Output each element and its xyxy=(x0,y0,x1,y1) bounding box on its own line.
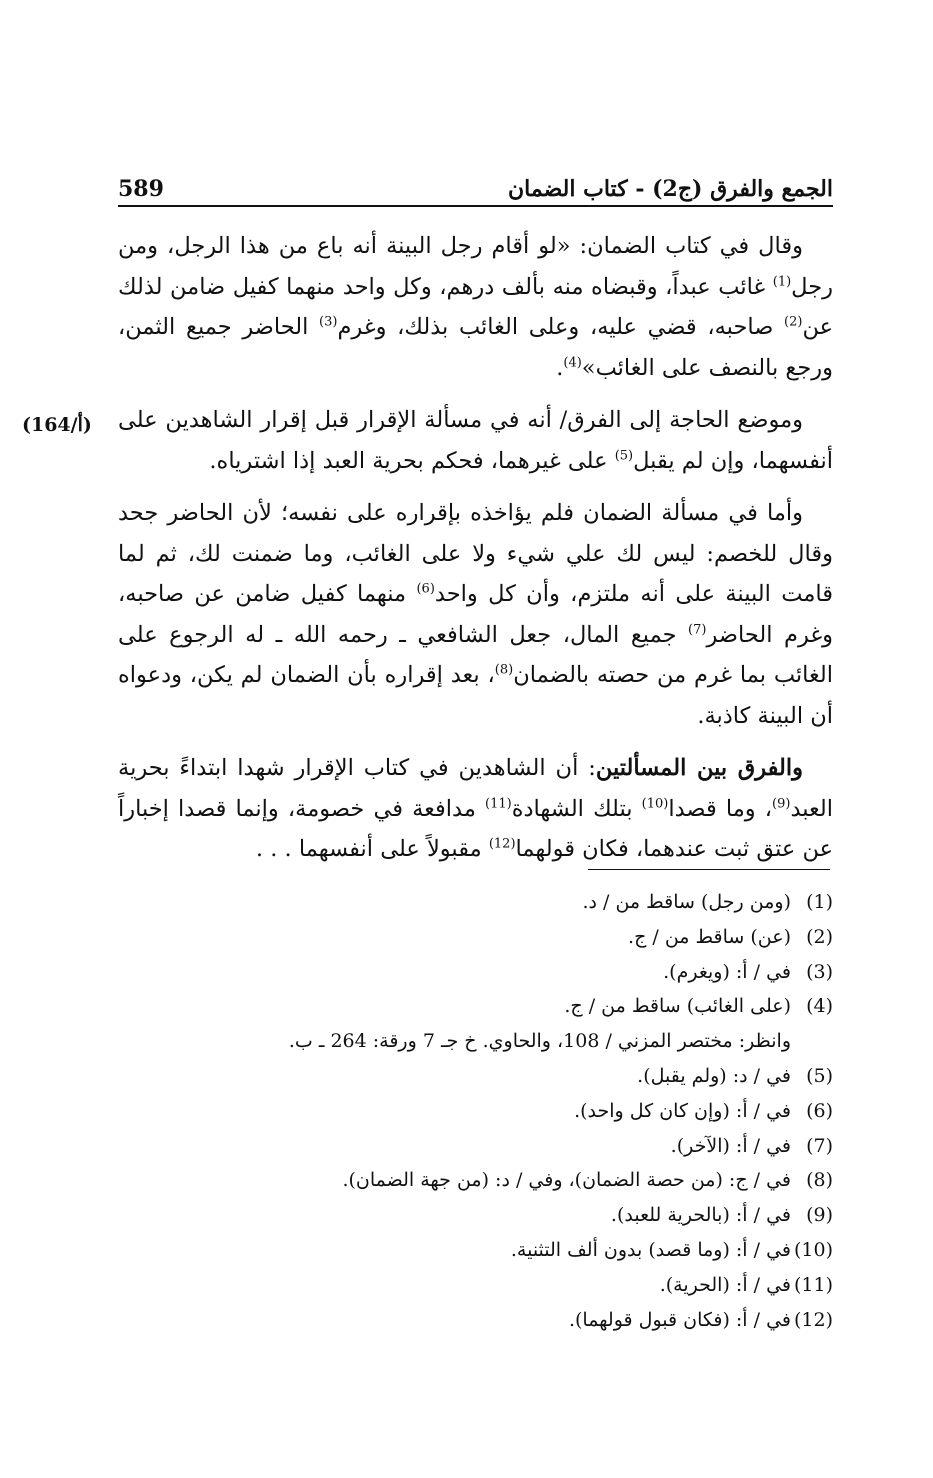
paragraph xyxy=(118,226,833,388)
footnote-item xyxy=(118,1163,833,1198)
footnote-item xyxy=(118,885,833,920)
footnote-text: في / ج: (من حصة الضمان)، وفي / د: (من جهة الضمان). xyxy=(342,1169,791,1192)
footnote-item xyxy=(118,1059,833,1094)
footnote-text: (ومن رجل) ساقط من / د. xyxy=(582,891,791,913)
footnote-item xyxy=(118,1233,833,1268)
footnote-number: (10) xyxy=(793,1238,833,1261)
text-segment: ، وما قصدا xyxy=(668,795,773,822)
text-segment: الحاضر جميع الثمن، ورجع بالنصف على الغائب» xyxy=(118,314,833,381)
margin-folio-reference: (164/أ) xyxy=(22,414,92,436)
footnote-item xyxy=(118,989,833,1024)
footnote-number: (5) xyxy=(806,1064,833,1087)
text-segment: : أن الشاهدين في كتاب الإقرار شهدا ابتداءً بحرية العبد xyxy=(118,755,834,822)
running-title: الجمع والفرق (ج2) - كتاب الضمان xyxy=(508,176,833,202)
footnote-text: وانظر: مختصر المزني / 108، والحاوي. خ جـ 7 ورقة: 264 ـ ب. xyxy=(288,1030,791,1053)
footnote-number: (7) xyxy=(806,1134,833,1157)
footnote-marker[interactable]: (1) xyxy=(772,274,792,289)
footnote-number: (1) xyxy=(806,891,833,913)
footnote-marker[interactable]: (3) xyxy=(319,314,338,330)
text-segment: ، بعد إقراره بأن الضمان لم يكن، ودعواه أن البينة كاذبة. xyxy=(118,662,833,729)
footnote-item xyxy=(118,1094,833,1129)
footnote-item xyxy=(118,920,833,955)
paragraph xyxy=(118,748,833,870)
text-segment: منهما كفيل ضامن عن صاحبه، وغرم الحاضر xyxy=(118,581,834,648)
footnote-marker[interactable]: (12) xyxy=(488,836,516,852)
footnote-number: (8) xyxy=(806,1169,833,1192)
footnote-text: في / أ: (الآخر). xyxy=(670,1134,791,1157)
text-segment: . xyxy=(556,354,564,381)
footnote-text: في / أ: (فكان قبول قولهما). xyxy=(568,1308,791,1331)
text-segment: على غيرهما، فحكم بحرية العبد إذا اشترياه. xyxy=(209,447,615,474)
paragraph-lead: والفرق بين المسألتين xyxy=(595,755,803,781)
footnote-marker[interactable]: (6) xyxy=(416,581,435,597)
footnote-text: في / أ: (بالحرية للعبد). xyxy=(610,1204,791,1227)
footnote-marker[interactable]: (11) xyxy=(485,796,512,811)
text-segment: جميع المال، جعل الشافعي ـ رحمه الله ـ له الرجوع على الغائب بما غرم من حصته بالضمان xyxy=(118,621,833,688)
footnote-number: (2) xyxy=(806,925,833,948)
footnote-item xyxy=(118,1129,833,1164)
footnote-number: (3) xyxy=(806,960,833,983)
footnote-text: في / أ: (ويغرم). xyxy=(663,960,791,983)
footnote-number: (12) xyxy=(793,1308,833,1331)
paragraph xyxy=(118,493,833,736)
footnote-item xyxy=(118,1198,833,1233)
footnote-item xyxy=(118,1024,833,1059)
text-segment: مدافعة في خصومة، وإنما قصدا إخباراً عن عتق ثبت عندهما، فكان قولهما xyxy=(118,795,833,862)
footnote-marker[interactable]: (8) xyxy=(494,662,514,678)
page-header xyxy=(118,168,833,202)
footnote-number: (9) xyxy=(806,1204,833,1227)
text-segment: وموضع الحاجة إلى الفرق/ أنه في مسألة الإقرار قبل إقرار الشاهدين على أنفسهما، وإن لم يقبل xyxy=(118,407,833,474)
text-segment: بتلك الشهادة xyxy=(511,795,642,822)
main-text xyxy=(118,226,833,882)
footnote-number: (11) xyxy=(793,1273,833,1296)
footnote-text: في / د: (ولم يقبل). xyxy=(637,1064,791,1087)
paragraph xyxy=(118,400,833,481)
footnote-text: في / أ: (الحرية). xyxy=(659,1273,791,1296)
footnote-text: (عن) ساقط من / ج. xyxy=(628,925,791,948)
footnote-item xyxy=(118,955,833,990)
text-segment: وقال في كتاب الضمان: «لو أقام رجل البينة أنه باع من هذا الرجل، ومن رجل xyxy=(118,233,833,300)
footnote-marker[interactable]: (2) xyxy=(784,314,803,330)
footnote-item xyxy=(118,1303,833,1338)
footnote-number: (4) xyxy=(806,995,833,1018)
footnote-text: في / أ: (وإن كان كل واحد). xyxy=(574,1099,791,1122)
footnote-separator xyxy=(588,869,830,870)
footnote-marker[interactable]: (9) xyxy=(772,796,791,811)
page-number: 589 xyxy=(118,176,164,202)
footnote-marker[interactable]: (7) xyxy=(688,622,707,637)
text-segment: مقبولاً على أنفسهما . . . xyxy=(255,836,489,862)
header-rule xyxy=(118,205,833,207)
footnote-number: (6) xyxy=(806,1099,833,1122)
footnote-text: (على الغائب) ساقط من / ج. xyxy=(564,995,791,1018)
footnote-item xyxy=(118,1268,833,1303)
footnote-text: في / أ: (وما قصد) بدون ألف التثنية. xyxy=(510,1238,791,1261)
footnote-marker[interactable]: (5) xyxy=(614,448,634,463)
text-segment: غائب عبداً، وقبضاه منه بألف درهم، وكل واحد منهما كفيل ضامن لذلك عن xyxy=(118,273,834,340)
text-segment: صاحبه، قضي عليه، وعلى الغائب بذلك، وغرم xyxy=(337,314,785,340)
footnote-marker[interactable]: (10) xyxy=(641,796,669,811)
text-segment: وأما في مسألة الضمان فلم يؤاخذه بإقراره على نفسه؛ لأن الحاضر جحد وقال للخصم: ليس لك علي شيء ولا على الغائب، وما ضمنت لك، ثم لما قامت البينة على أنه ملتزم، وأن كل واحد xyxy=(118,500,833,607)
footnotes xyxy=(118,885,833,1337)
footnote-marker[interactable]: (4) xyxy=(563,355,582,370)
